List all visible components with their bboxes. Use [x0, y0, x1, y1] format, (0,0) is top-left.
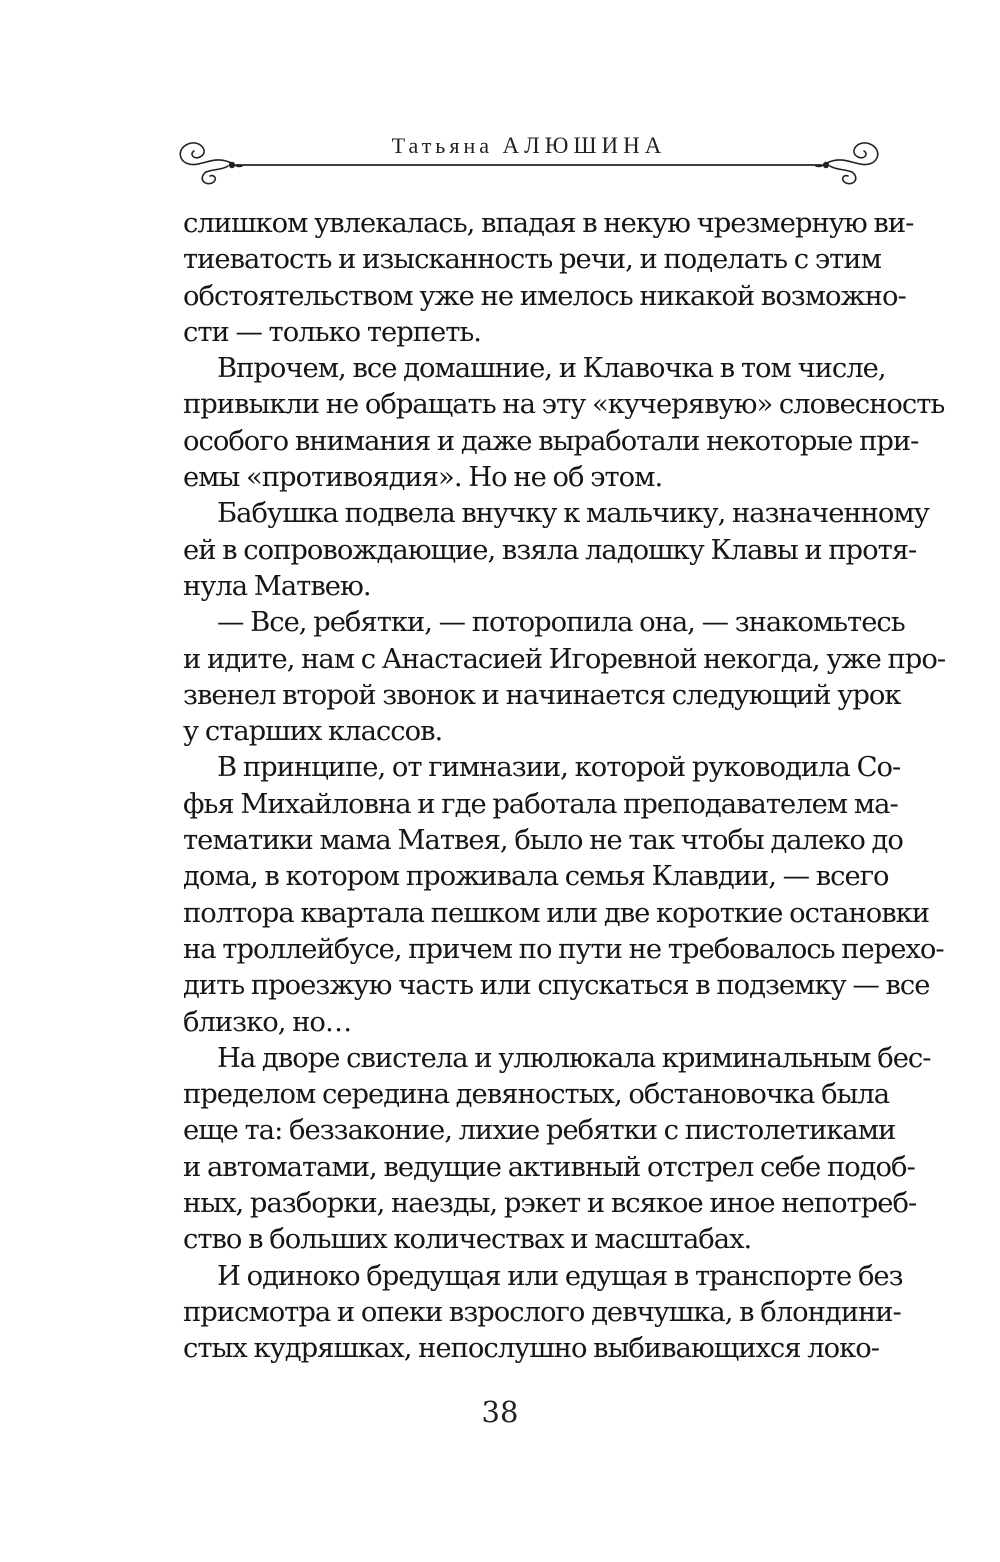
paragraph — [183, 1259, 903, 1368]
text-line: обстоятельством уже не имелось никакой возможно- — [183, 280, 906, 312]
text-line: емы «противоядия». Но не об этом. — [183, 462, 663, 494]
body-text — [183, 206, 946, 1368]
text-line: и идите, нам с Анастасией Игоревной некогда, уже про- — [183, 643, 946, 675]
text-line: и автоматами, ведущие активный отстрел себе подоб- — [183, 1151, 915, 1183]
text-line: фья Михайловна и где работала преподавателем ма- — [183, 788, 898, 820]
text-line: присмотра и опеки взрослого девчушка, в блондини- — [183, 1296, 901, 1328]
text-line: На дворе свистела и улюлюкала криминальным бес- — [217, 1042, 931, 1074]
paragraph — [183, 1041, 931, 1259]
text-line: у старших классов. — [183, 716, 443, 748]
text-line: еще та: беззаконие, лихие ребятки с пистолетиками — [183, 1115, 896, 1147]
text-line: на троллейбусе, причем по пути не требовалось перехо- — [183, 933, 944, 965]
text-line: стых кудряшках, непослушно выбивающихся локо- — [183, 1333, 879, 1365]
text-line: дить проезжую часть или спускаться в подземку — все — [183, 970, 930, 1002]
header-author-first: Татьяна — [391, 133, 493, 158]
text-line: Бабушка подвела внучку к мальчику, назначенному — [217, 498, 929, 530]
text-line: тематики мама Матвея, было не так чтобы далеко до — [183, 825, 903, 857]
text-line: сти — только терпеть. — [183, 316, 481, 348]
text-line: пределом середина девяностых, обстановочка была — [183, 1079, 890, 1111]
text-line: Впрочем, все домашние, и Клавочка в том числе, — [217, 353, 886, 385]
text-line: нула Матвею. — [183, 570, 371, 602]
text-line: полтора квартала пешком или две короткие остановки — [183, 897, 929, 929]
header-author-last: АЛЮШИНА — [502, 133, 667, 158]
text-line: привыкли не обращать на эту «кучерявую» словесность — [183, 389, 945, 421]
text-line: ных, разборки, наезды, рэкет и всякое иное непотреб- — [183, 1188, 917, 1220]
paragraph — [183, 351, 945, 496]
header-author — [170, 133, 888, 159]
text-line: В принципе, от гимназии, которой руководила Со- — [217, 752, 901, 784]
paragraph — [183, 496, 929, 605]
text-line: слишком увлекалась, впадая в некую чрезмерную ви- — [183, 208, 914, 239]
text-line: ей в сопровождающие, взяла ладошку Клавы и протя- — [183, 534, 917, 566]
text-line: близко, но… — [183, 1006, 352, 1038]
text-line: ство в больших количествах и масштабах. — [183, 1224, 752, 1256]
paragraph — [183, 206, 914, 351]
paragraph — [183, 605, 946, 750]
text-line: И одиноко бредущая или едущая в транспорте без — [217, 1260, 903, 1292]
page-number: 38 — [481, 1395, 519, 1429]
text-line: тиеватость и изысканность речи, и поделать с этим — [183, 244, 881, 276]
text-line: особого внимания и даже выработали некоторые при- — [183, 425, 919, 457]
running-header — [170, 128, 888, 198]
text-line: — Все, ребятки, — поторопила она, — знакомьтесь — [217, 607, 905, 639]
paragraph — [183, 750, 944, 1040]
text-line: звенел второй звонок и начинается следующий урок — [183, 679, 901, 711]
text-line: дома, в котором проживала семья Клавдии, — всего — [183, 861, 889, 893]
